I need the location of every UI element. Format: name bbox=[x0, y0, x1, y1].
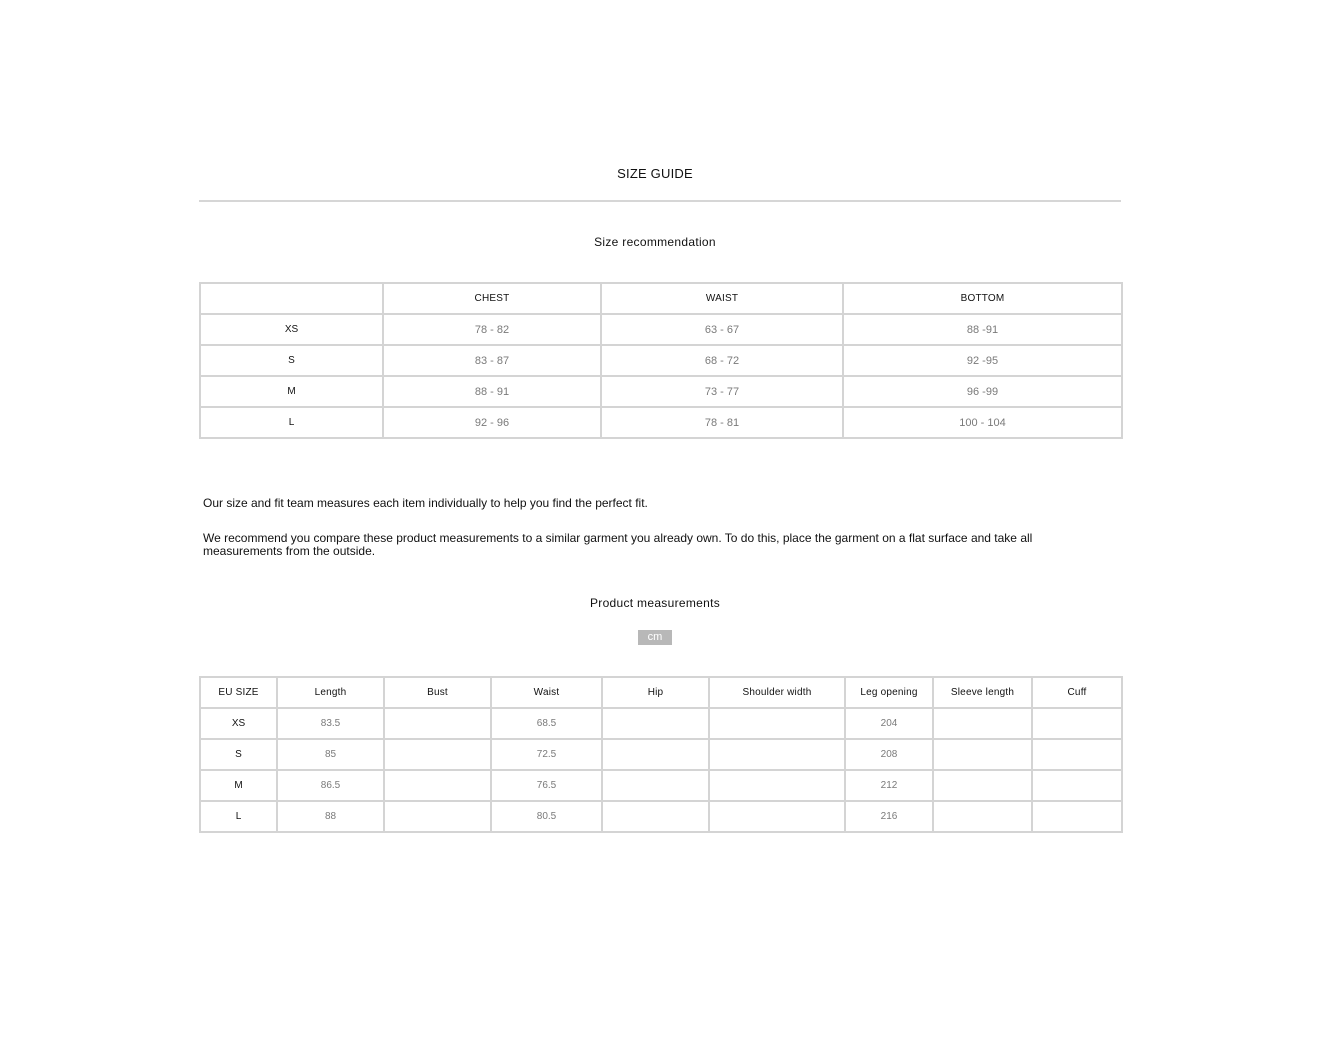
waist-value: 63 - 67 bbox=[601, 314, 843, 345]
fit-team-paragraph: Our size and fit team measures each item individually to help you find the perfect fit. bbox=[203, 496, 648, 510]
sleeve-length-value bbox=[933, 770, 1032, 801]
waist-value: 72.5 bbox=[491, 739, 602, 770]
size-label: M bbox=[200, 376, 383, 407]
column-header: Sleeve length bbox=[933, 677, 1032, 708]
bust-value bbox=[384, 739, 491, 770]
chest-value: 92 - 96 bbox=[383, 407, 601, 438]
leg-opening-value: 204 bbox=[845, 708, 933, 739]
unit-toggle-cm[interactable]: cm bbox=[638, 630, 672, 645]
table-header-row bbox=[200, 283, 1122, 314]
size-recommendation-heading: Size recommendation bbox=[594, 235, 716, 249]
size-label: M bbox=[200, 770, 277, 801]
bottom-value: 96 -99 bbox=[843, 376, 1122, 407]
title-divider bbox=[199, 200, 1121, 202]
sleeve-length-value bbox=[933, 739, 1032, 770]
size-label: S bbox=[200, 739, 277, 770]
column-header: CHEST bbox=[383, 283, 601, 314]
bust-value bbox=[384, 801, 491, 832]
size-label: XS bbox=[200, 314, 383, 345]
waist-value: 80.5 bbox=[491, 801, 602, 832]
bottom-value: 100 - 104 bbox=[843, 407, 1122, 438]
shoulder-width-value bbox=[709, 708, 845, 739]
cuff-value bbox=[1032, 801, 1122, 832]
column-header: Bust bbox=[384, 677, 491, 708]
table-row bbox=[200, 376, 1122, 407]
table-row bbox=[200, 345, 1122, 376]
cuff-value bbox=[1032, 770, 1122, 801]
waist-value: 68 - 72 bbox=[601, 345, 843, 376]
hip-value bbox=[602, 801, 709, 832]
size-label: S bbox=[200, 345, 383, 376]
table-row bbox=[200, 708, 1122, 739]
length-value: 85 bbox=[277, 739, 384, 770]
shoulder-width-value bbox=[709, 801, 845, 832]
waist-value: 78 - 81 bbox=[601, 407, 843, 438]
length-value: 83.5 bbox=[277, 708, 384, 739]
column-header: Shoulder width bbox=[709, 677, 845, 708]
chest-value: 88 - 91 bbox=[383, 376, 601, 407]
leg-opening-value: 212 bbox=[845, 770, 933, 801]
size-label: XS bbox=[200, 708, 277, 739]
waist-value: 68.5 bbox=[491, 708, 602, 739]
bottom-value: 88 -91 bbox=[843, 314, 1122, 345]
leg-opening-value: 216 bbox=[845, 801, 933, 832]
table-row bbox=[200, 407, 1122, 438]
column-header: BOTTOM bbox=[843, 283, 1122, 314]
length-value: 88 bbox=[277, 801, 384, 832]
chest-value: 78 - 82 bbox=[383, 314, 601, 345]
column-header: WAIST bbox=[601, 283, 843, 314]
length-value: 86.5 bbox=[277, 770, 384, 801]
bottom-value: 92 -95 bbox=[843, 345, 1122, 376]
hip-value bbox=[602, 739, 709, 770]
product-measurements-heading: Product measurements bbox=[589, 596, 721, 610]
sleeve-length-value bbox=[933, 708, 1032, 739]
cuff-value bbox=[1032, 739, 1122, 770]
size-recommendation-table bbox=[199, 282, 1123, 439]
column-header: Cuff bbox=[1032, 677, 1122, 708]
size-label: L bbox=[200, 407, 383, 438]
bust-value bbox=[384, 770, 491, 801]
column-header: Waist bbox=[491, 677, 602, 708]
column-header: Hip bbox=[602, 677, 709, 708]
shoulder-width-value bbox=[709, 739, 845, 770]
table-row bbox=[200, 739, 1122, 770]
leg-opening-value: 208 bbox=[845, 739, 933, 770]
column-header: EU SIZE bbox=[200, 677, 277, 708]
table-row bbox=[200, 801, 1122, 832]
size-label: L bbox=[200, 801, 277, 832]
bust-value bbox=[384, 708, 491, 739]
hip-value bbox=[602, 770, 709, 801]
measure-advice-paragraph: We recommend you compare these product measurements to a similar garment you already own. To do this, place the garment on a flat surface and take all measurements from the outside. bbox=[203, 531, 1033, 558]
waist-value: 73 - 77 bbox=[601, 376, 843, 407]
cuff-value bbox=[1032, 708, 1122, 739]
shoulder-width-value bbox=[709, 770, 845, 801]
column-header: Leg opening bbox=[845, 677, 933, 708]
chest-value: 83 - 87 bbox=[383, 345, 601, 376]
table-header-row bbox=[200, 677, 1122, 708]
table-row bbox=[200, 770, 1122, 801]
waist-value: 76.5 bbox=[491, 770, 602, 801]
table-row bbox=[200, 314, 1122, 345]
hip-value bbox=[602, 708, 709, 739]
product-measurements-table bbox=[199, 676, 1123, 833]
column-header: Length bbox=[277, 677, 384, 708]
column-header bbox=[200, 283, 383, 314]
page-title: SIZE GUIDE bbox=[617, 166, 693, 181]
sleeve-length-value bbox=[933, 801, 1032, 832]
